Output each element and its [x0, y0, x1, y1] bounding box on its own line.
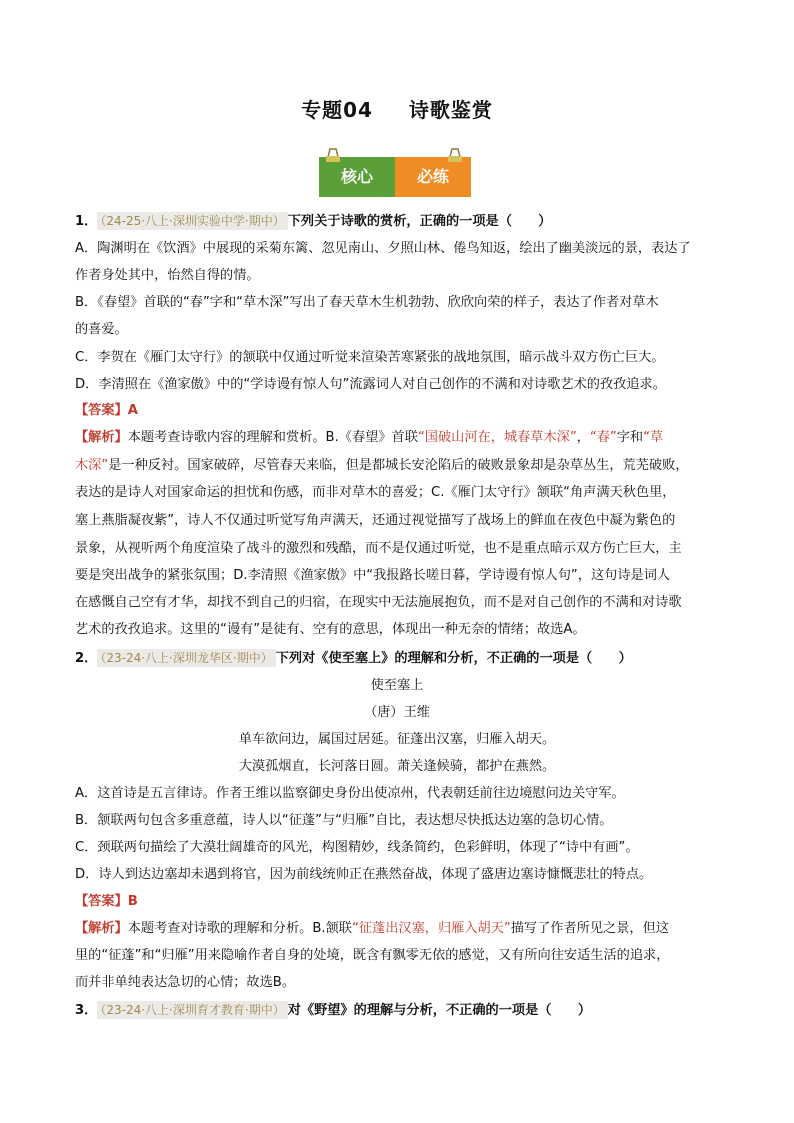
binder-clip-icon [325, 147, 341, 165]
option-line: B．《春望》首联的“春”字和“草木深”写出了春天草木生机勃勃、欣欣向荣的样子，表达了作者对草木 [75, 295, 659, 310]
analysis-label: 【解析】 [75, 921, 128, 936]
analysis-line: 而并非单纯表达急切的心情；故选B。 [75, 975, 296, 990]
analysis-text: 是一种反衬。国家破碎，尽管春天来临，但是都城长安沦陷后的破败景象却是杂草丛生，荒芜破败， [108, 458, 689, 473]
option-line: D．诗人到达边塞却未遇到将官，因为前线统帅正在燕然奋战，体现了盛唐边塞诗慷慨悲壮的特点。 [75, 867, 653, 882]
poem-line: 单车欲问边，属国过居延。征蓬出汉塞，归雁入胡天。 [238, 732, 556, 747]
title-number: 专题04 [301, 98, 373, 122]
analysis-line: 里的“征蓬”和“归雁”用来隐喻作者自身的处境，既含有飘零无依的感觉，又有所向往安适生活的追求， [75, 948, 670, 963]
badge-left-label: 核心 [340, 167, 373, 186]
question-stem: 下列关于诗歌的赏析，正确的一项是（ ） [287, 214, 552, 229]
badge-right-label: 必练 [416, 167, 449, 186]
answer-label: 【答案】 [75, 894, 128, 909]
analysis-text: ， [576, 430, 590, 445]
question-number: 3． [75, 1003, 98, 1018]
option-line: A．这首诗是五言律诗。作者王维以监察御史身份出使凉州，代表朝廷前往边境慰问边关守军。 [75, 786, 625, 801]
analysis-label: 【解析】 [75, 430, 128, 445]
question-header [75, 997, 591, 1024]
option-line: 作者身处其中，怡然自得的情。 [75, 268, 260, 283]
option-line: D．李清照在《渔家傲》中的“学诗谩有惊人句”流露词人对自己创作的不满和对诗歌艺术的孜孜追求。 [75, 377, 666, 392]
analysis-text: 描写了作者所见之景，但这 [510, 921, 669, 936]
title-text: 诗歌鉴赏 [408, 98, 493, 122]
analysis-line: 要是突出战争的紧张氛围；D.李清照《渔家傲》中“我报路长嗟日暮，学诗谩有惊人句”，这句诗是词人 [75, 568, 671, 583]
answer-line [75, 889, 138, 915]
analysis-line: 塞上燕脂凝夜紫”，诗人不仅通过听觉写角声满天，还通过视觉描写了战场上的鲜血在夜色中凝为紫色的 [75, 513, 676, 528]
analysis-quote: 木深” [75, 458, 109, 473]
analysis-line [75, 425, 663, 451]
answer-value: A [127, 403, 138, 418]
option-line: A．陶渊明在《饮酒》中展现的采菊东篱、忽见南山、夕照山林、倦鸟知返，绘出了幽美淡远的景，表达了 [75, 241, 691, 256]
analysis-line: 在感慨自己空有才华，却找不到自己的归宿，在现实中无法施展抱负，而不是对自己创作的不满和对诗歌 [75, 595, 682, 610]
question-stem: 对《野望》的理解与分析，不正确的一项是（ ） [287, 1003, 592, 1018]
option-line: 的喜爱。 [75, 322, 128, 337]
binder-clip-icon [447, 147, 463, 165]
question-stem: 下列对《使至塞上》的理解和分析，不正确的一项是（ ） [275, 651, 632, 666]
analysis-quote: “征蓬出汉塞，归雁入胡天” [352, 921, 511, 936]
analysis-line [75, 916, 669, 942]
answer-value: B [127, 894, 138, 909]
page-title [0, 94, 794, 123]
question-source: （23-24·八上·深圳育才教育·期中） [97, 1001, 287, 1019]
option-line: C．颈联两句描绘了大漠壮阔雄奇的风光，构图精妙，线条简约，色彩鲜明，体现了“诗中有画”。 [75, 840, 639, 855]
analysis-quote: “春” [589, 430, 617, 445]
option-line: C．李贺在《雁门太守行》的颔联中仅通过听觉来渲染苦寒紧张的战地氛围，暗示战斗双方伤亡巨大。 [75, 350, 665, 365]
poem-line: 大漠孤烟直，长河落日圆。萧关逢候骑，都护在燕然。 [238, 759, 556, 774]
analysis-quote: “草 [643, 430, 664, 445]
question-source: （23-24·八上·深圳龙华区·期中） [97, 649, 275, 667]
analysis-quote: “国破山河在，城春草木深” [417, 430, 577, 445]
answer-line [75, 398, 138, 424]
analysis-text: 字和 [616, 430, 644, 445]
question-header [75, 208, 551, 235]
analysis-line: 景象，从视听两个角度渲染了战斗的激烈和残酷，而不是仅通过听觉，也不是重点暗示双方伤亡巨大，主 [75, 541, 682, 556]
core-practice-badge [319, 151, 471, 197]
analysis-text: 本题考查诗歌内容的理解和赏析。B.《春望》首联 [127, 430, 418, 445]
analysis-line [75, 453, 688, 479]
analysis-line: 艺术的孜孜追求。这里的“谩有”是徒有、空有的意思，体现出一种无奈的情绪；故选A。 [75, 622, 586, 637]
analysis-text: 本题考查对诗歌的理解和分析。B.颔联 [127, 921, 352, 936]
poem-title: 使至塞上 [370, 678, 424, 693]
option-line: B．颔联两句包含多重意蕴，诗人以“征蓬”与“归雁”自比，表达想尽快抵达边塞的急切心情。 [75, 813, 613, 828]
question-number: 1． [75, 214, 98, 229]
poem-author: （唐）王维 [364, 705, 430, 720]
analysis-line: 表达的是诗人对国家命运的担忧和伤感，而非对草木的喜爱；C.《雁门太守行》颔联“角声满天秋色里， [75, 485, 676, 500]
answer-label: 【答案】 [75, 403, 128, 418]
question-number: 2． [75, 651, 98, 666]
question-header [75, 645, 632, 672]
question-source: （24-25·八上·深圳实验中学·期中） [97, 212, 287, 230]
